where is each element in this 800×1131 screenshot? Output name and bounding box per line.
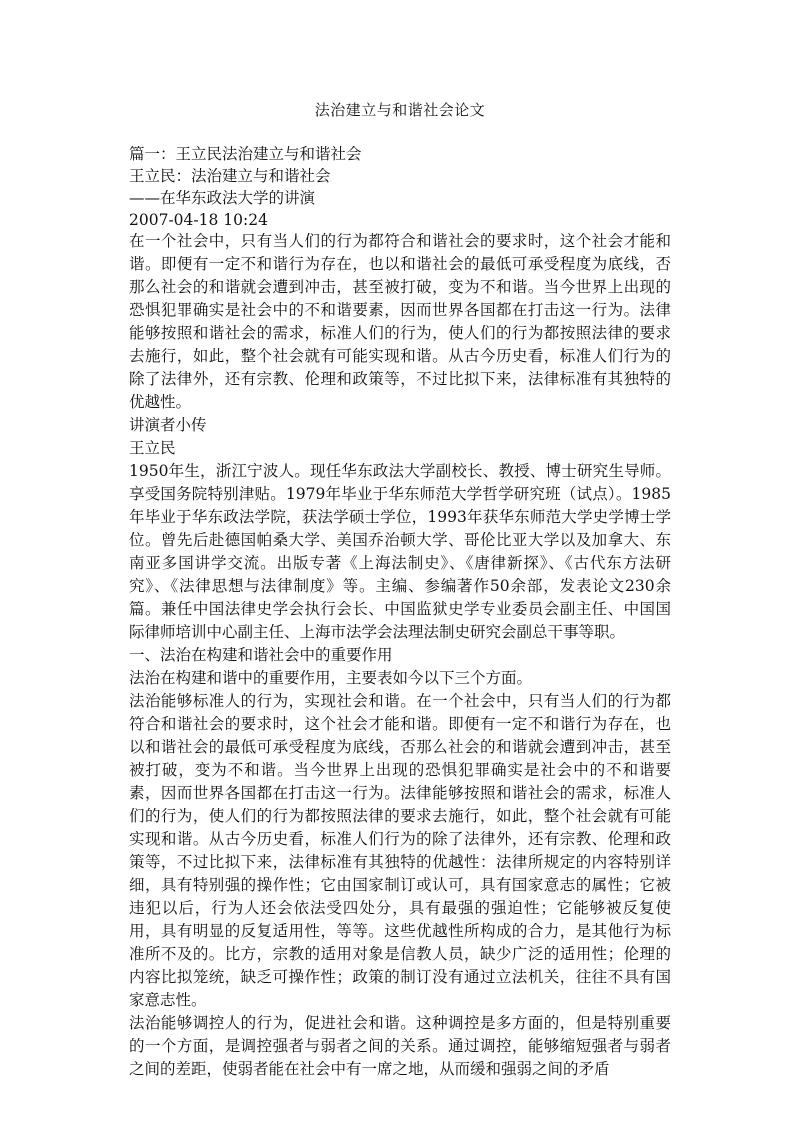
bio-paragraph: 1950年生，浙江宁波人。现任华东政法大学副校长、教授、博士研究生导师。享受国务院特别津贴。1979年毕业于华东师范大学哲学研究班（试点）。1985年毕业于华东政法学院，获法学硕士学位，1993年获华东师范大学史学博士学位。曾先后赴德国帕桑大学、美国乔治顿大学、哥伦比亚大学以及加拿大、东南亚多国讲学交流。出版专著《上海法制史》、《唐律新探》、《古代东方法研究》、《法律思想与法律制度》等。主编、参编著作50余部，发表论文230余篇。兼任中国法律史学会执行会长、中国监狱史学专业委员会副主任、中国国际律师培训中心副主任、上海市法学会法理法制史研究会副总干事等职。 [129, 462, 671, 641]
article-heading: 篇一：王立民法治建立与和谐社会 [129, 145, 362, 163]
section-paragraph-1: 法治能够标准人的行为，实现社会和谐。在一个社会中，只有当人们的行为都符合和谐社会的要求时，这个社会才能和谐。即便有一定不和谐行为存在，也以和谐社会的最低可承受程度为底线，否那么社会的和谐就会遭到冲击，甚至被打破，变为不和谐。当今世界上出现的恐惧犯罪确实是社会中的不和谐要素，因而世界各国都在打击这一行为。法律能够按照和谐社会的需求，标准人们的行为，使人们的行为都按照法律的要求去施行，如此，整个社会就有可能实现和谐。从古今历史看，标准人们行为的除了法律外，还有宗教、伦理和政策等，不过比拟下来，法律标准有其独特的优越性：法律所规定的内容特别详细，具有特别强的操作性；它由国家制订或认可，具有国家意志的属性；它被违犯以后，行为人还会依法受四处分，具有最强的强迫性；它能够被反复使用，具有明显的反复适用性，等等。这些优越性所构成的合力，是其他行为标准所不及的。比方，宗教的适用对象是信教人员，缺少广泛的适用性；伦理的内容比拟笼统，缺乏可操作性；政策的制订没有通过立法机关，往往不具有国家意志性。 [129, 692, 671, 1009]
publish-timestamp: 2007-04-18 10:24 [129, 211, 268, 229]
bio-heading: 讲演者小传 [129, 416, 207, 434]
section-paragraph-2: 法治能够调控人的行为，促进社会和谐。这种调控是多方面的，但是特别重要的一个方面，是调控强者与弱者之间的关系。通过调控，能够缩短强者与弱者之间的差距，使弱者能在社会中有一席之地，从而缓和强弱之间的矛盾 [129, 1014, 671, 1078]
speech-title: 王立民：法治建立与和谐社会 [129, 167, 331, 185]
header-block [129, 143, 689, 231]
document-title: 法治建立与和谐社会论文 [314, 101, 486, 119]
body-text [129, 230, 671, 1081]
speech-subtitle: ——在华东政法大学的讲演 [129, 189, 316, 207]
section-heading: 一、法治在构建和谐社会中的重要作用 [129, 646, 393, 664]
section-intro: 法治在构建和谐中的重要作用，主要表如今以下三个方面。 [129, 669, 533, 687]
bio-name: 王立民 [129, 439, 176, 457]
intro-paragraph: 在一个社会中，只有当人们的行为都符合和谐社会的要求时，这个社会才能和谐。即便有一定不和谐行为存在，也以和谐社会的最低可承受程度为底线，否那么社会的和谐就会遭到冲击，甚至被打破，变为不和谐。当今世界上出现的恐惧犯罪确实是社会中的不和谐要素，因而世界各国都在打击这一行为。法律能够按照和谐社会的需求，标准人们的行为，使人们的行为都按照法律的要求去施行，如此，整个社会就有可能实现和谐。从古今历史看，标准人们行为的除了法律外，还有宗教、伦理和政策等，不过比拟下来，法律标准有其独特的优越性。 [129, 232, 671, 411]
